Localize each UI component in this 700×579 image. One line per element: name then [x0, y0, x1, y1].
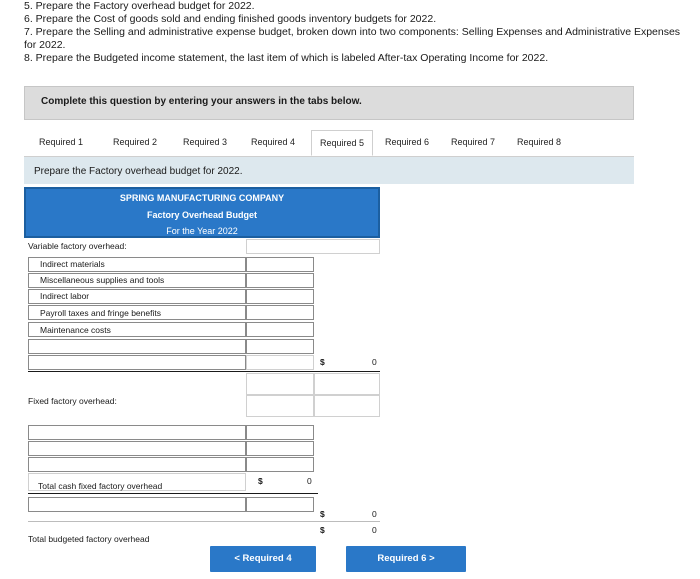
variable-item-6-field[interactable] — [28, 339, 246, 354]
total-cash-fixed-label: Total cash fixed factory overhead — [38, 481, 163, 491]
fixed-item-1-amount[interactable] — [246, 425, 314, 440]
variable-item-1: Indirect materials — [40, 259, 105, 269]
tab-required-1[interactable]: Required 1 — [28, 130, 94, 155]
instruction-6: 6. Prepare the Cost of goods sold and ending finished goods inventory budgets for 2022. — [24, 13, 437, 25]
fixed-item-3-amount[interactable] — [246, 457, 314, 472]
tab-required-2[interactable]: Required 2 — [106, 130, 164, 155]
fixed-item-2-amount[interactable] — [246, 441, 314, 456]
budget-header — [24, 187, 380, 238]
fixed-item-3-field[interactable] — [28, 457, 246, 472]
variable-item-5-amount[interactable] — [246, 322, 314, 337]
blank-cell-1 — [246, 373, 314, 395]
tab-required-6[interactable]: Required 6 — [382, 130, 432, 155]
variable-heading-cell — [246, 239, 380, 254]
tab-required-5[interactable]: Required 5 — [311, 130, 373, 156]
budget-title: Factory Overhead Budget — [146, 210, 258, 220]
grand-total-currency: $ — [320, 525, 325, 535]
total-budgeted-label: Total budgeted factory overhead — [28, 534, 150, 544]
fixed-total-currency: $ — [320, 509, 325, 519]
variable-item-6-amount[interactable] — [246, 339, 314, 354]
total-cash-fixed-currency: $ — [258, 476, 263, 486]
depreciation-field[interactable] — [28, 497, 246, 512]
budget-period: For the Year 2022 — [166, 226, 238, 236]
instruction-8: 8. Prepare the Budgeted income statement, the last item of which is labeled After-tax Operating Income for 2022. — [24, 52, 549, 64]
company-name: SPRING MANUFACTURING COMPANY — [119, 193, 285, 203]
variable-item-1-amount[interactable] — [246, 257, 314, 272]
next-required-label: Required 6 — [377, 553, 427, 564]
fixed-overhead-heading: Fixed factory overhead: — [28, 396, 117, 406]
grand-total-rule — [28, 521, 380, 522]
fixed-heading-cell-1 — [246, 395, 314, 417]
variable-item-5: Maintenance costs — [40, 325, 111, 335]
fixed-total-value: 0 — [372, 509, 377, 519]
tab-required-4[interactable]: Required 4 — [244, 130, 302, 155]
chevron-left-icon: < — [234, 553, 240, 564]
blank-cell-2 — [314, 373, 380, 395]
fixed-item-1-field[interactable] — [28, 425, 246, 440]
variable-total-spacer — [246, 355, 314, 370]
depreciation-amount[interactable] — [246, 497, 314, 512]
total-cash-fixed-rule — [28, 493, 318, 494]
required-tabs — [24, 130, 634, 157]
variable-item-2-amount[interactable] — [246, 273, 314, 288]
fixed-heading-cell-2 — [314, 395, 380, 417]
instruction-7: 7. Prepare the Selling and administrative expense budget, broken down into two components: Selling Expenses and Administrative Expenses for 2022. — [24, 26, 681, 51]
instruction-5: 5. Prepare the Factory overhead budget for 2022. — [24, 0, 255, 12]
variable-item-4-amount[interactable] — [246, 305, 314, 320]
tab-required-3[interactable]: Required 3 — [176, 130, 234, 155]
fixed-item-2-field[interactable] — [28, 441, 246, 456]
prev-required-button[interactable] — [210, 546, 316, 572]
total-cash-fixed-value: 0 — [307, 476, 312, 486]
variable-total-rule — [28, 371, 380, 372]
variable-item-3-amount[interactable] — [246, 289, 314, 304]
variable-total-label-field[interactable] — [28, 355, 246, 370]
variable-total-currency: $ — [320, 357, 325, 367]
variable-item-3: Indirect labor — [40, 291, 90, 301]
grand-total-value: 0 — [372, 525, 377, 535]
prev-required-label: Required 4 — [242, 553, 292, 564]
tab-required-8[interactable]: Required 8 — [510, 130, 568, 155]
section-subheader: Prepare the Factory overhead budget for 2022. — [24, 157, 634, 184]
variable-item-4: Payroll taxes and fringe benefits — [40, 308, 161, 318]
variable-overhead-heading: Variable factory overhead: — [28, 241, 127, 251]
tab-required-7[interactable]: Required 7 — [444, 130, 502, 155]
instructions — [24, 0, 684, 65]
next-required-button[interactable] — [346, 546, 466, 572]
chevron-right-icon: > — [429, 553, 435, 564]
variable-total-value: 0 — [372, 357, 377, 367]
variable-item-2: Miscellaneous supplies and tools — [40, 275, 165, 285]
factory-overhead-budget — [24, 187, 380, 552]
instructions-banner: Complete this question by entering your answers in the tabs below. — [24, 86, 634, 120]
